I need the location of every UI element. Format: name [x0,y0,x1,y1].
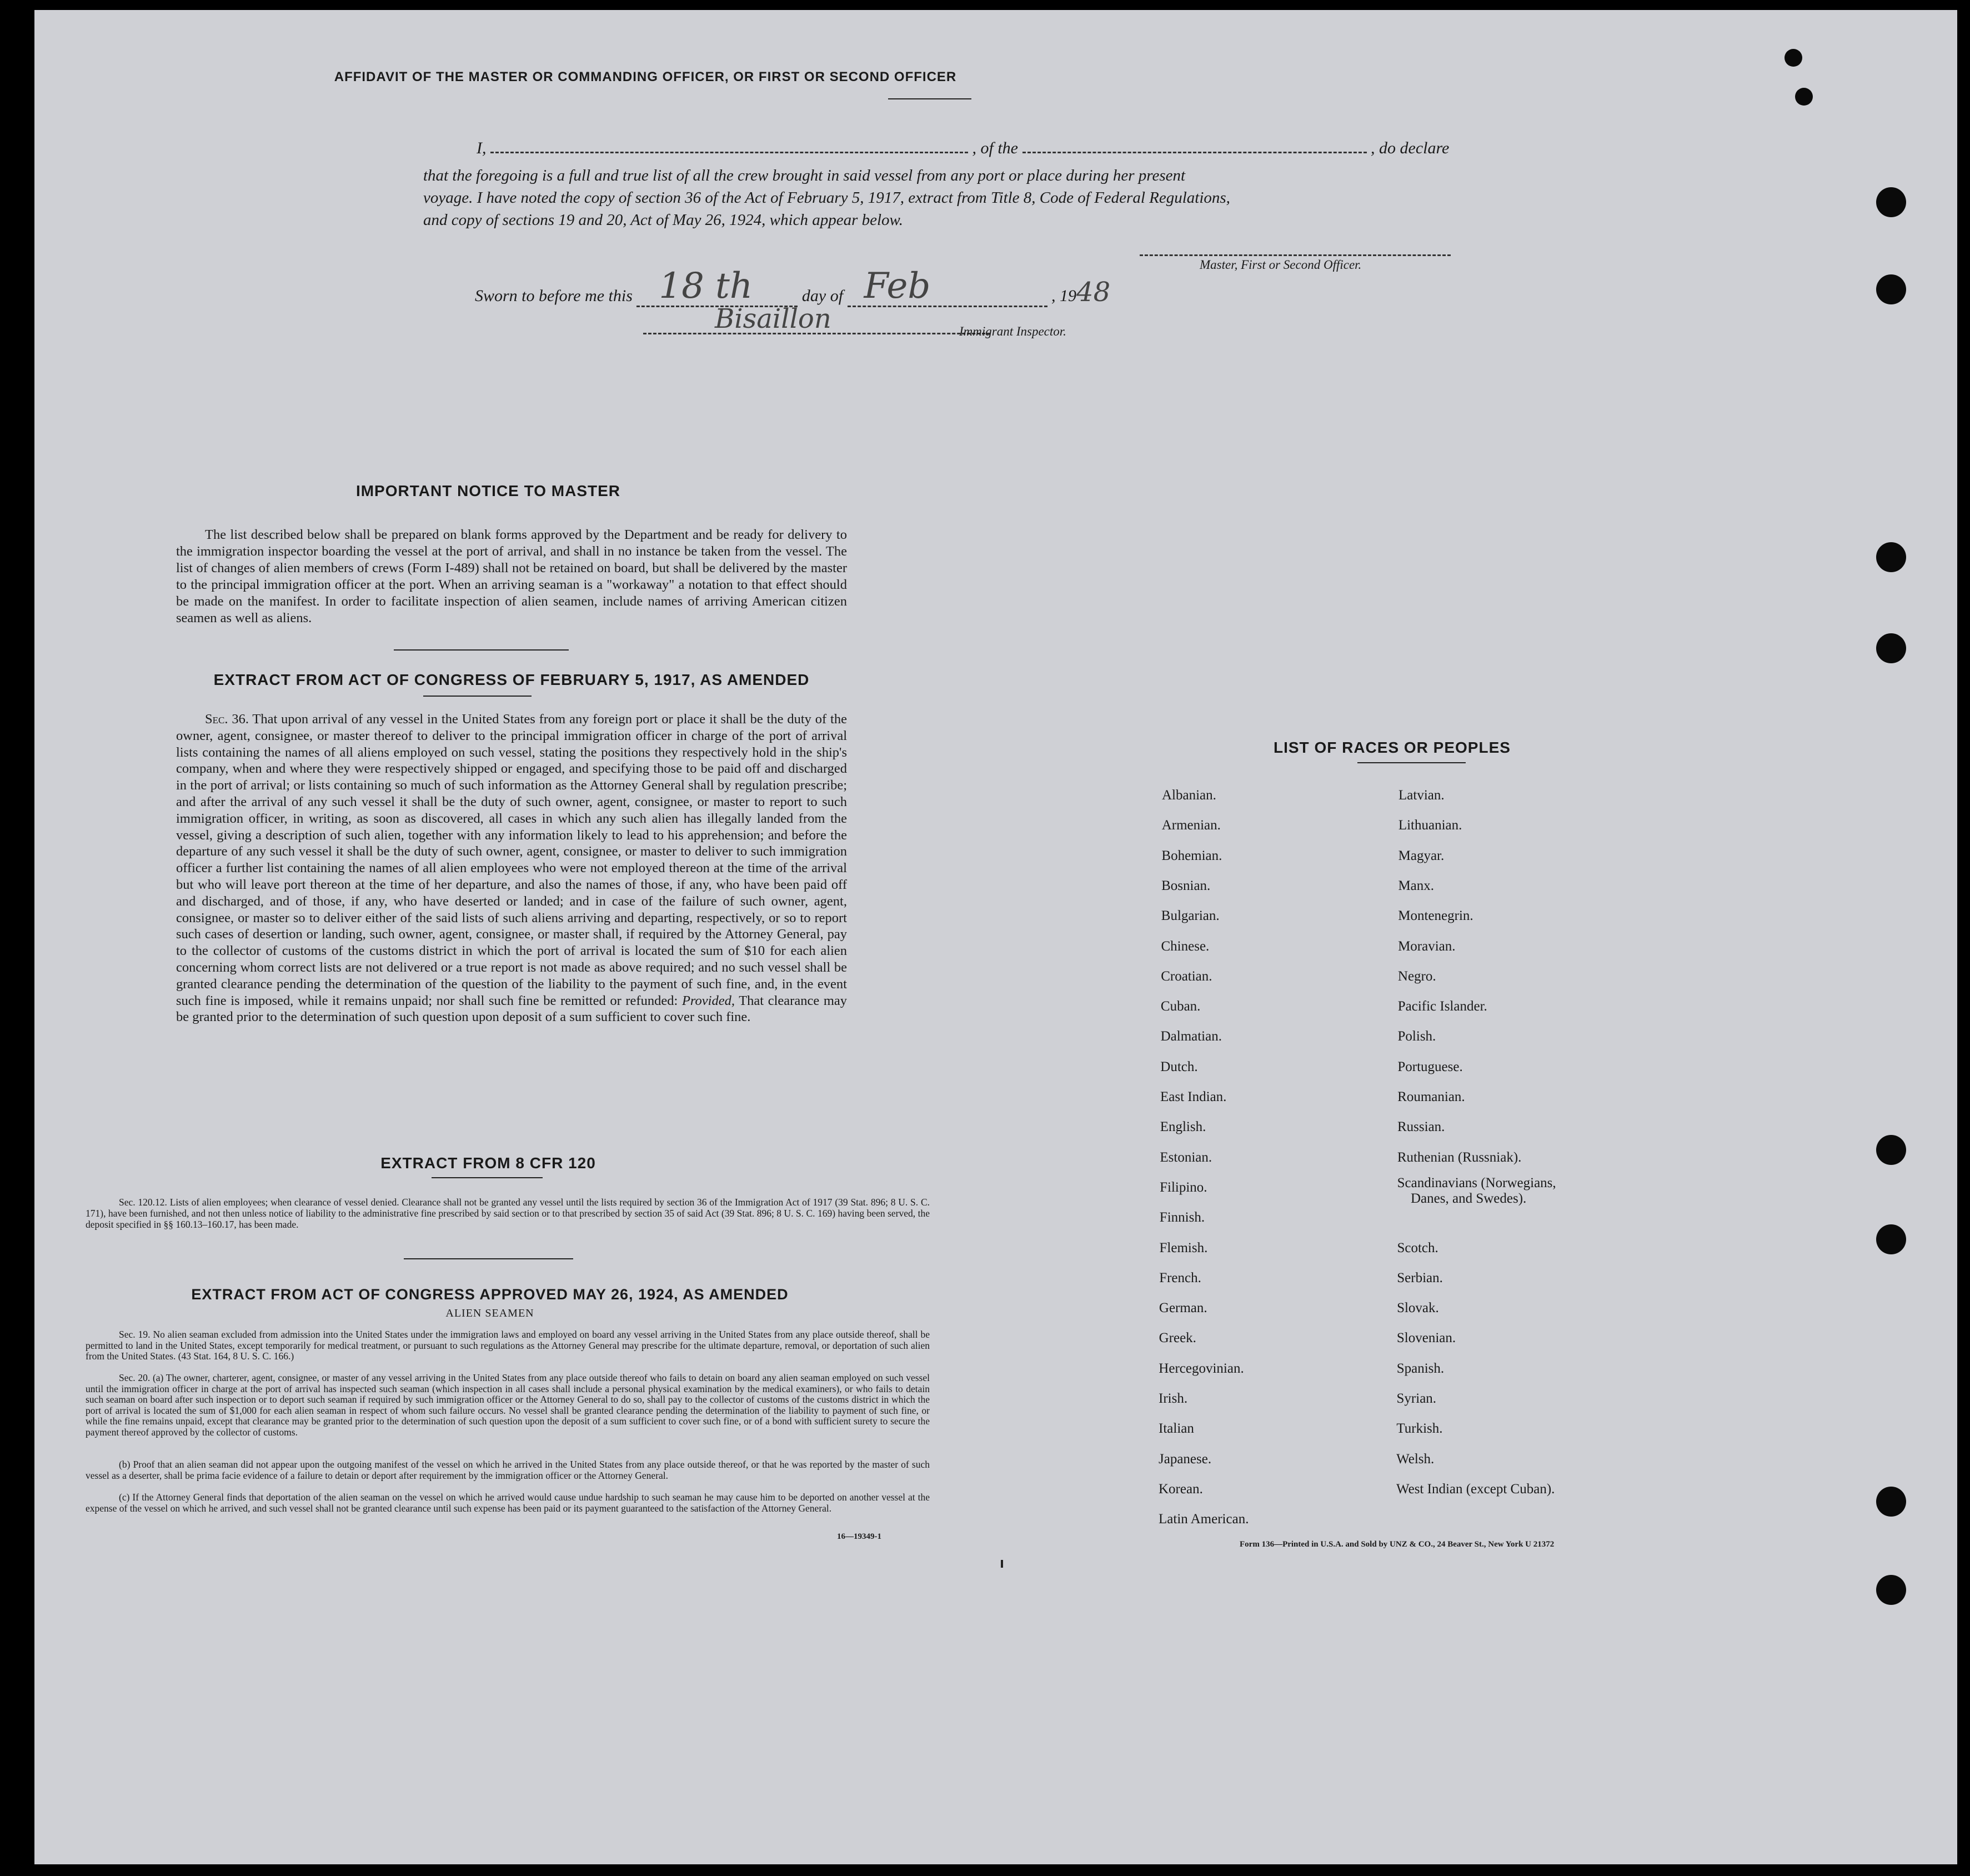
race-item: Pacific Islander. [1397,999,1487,1014]
form-printer-line: Form 136—Printed in U.S.A. and Sold by UNZ & CO., 24 Beaver St., New York U 21372 [1240,1540,1555,1549]
affidavit-line-1 [477,139,1515,158]
extract-1917-title: EXTRACT FROM ACT OF CONGRESS OF FEBRUARY 5, 1917, AS AMENDED [213,671,810,688]
sec-19-text: Sec. 19. No alien seaman excluded from admission into the United States under the immigration laws and employed on board any vessel arriving in the United States from any place outside thereof, shall be permitted to land in the United States, except temporarily for medical treatment, or pursuant to such regulations as the Attorney General may prescribe for the ultimate departure, removal, or deportation of such alien from the United States. (43 Stat. 164, 8 U. S. C. 166.) [86,1329,930,1362]
race-item: Scotch. [1397,1240,1438,1255]
cfr-body: Sec. 120.12. Lists of alien employees; when clearance of vessel denied. Clearance shall not be granted any vessel until the lists required by section 36 of the Immigration Act of 1917 (39 Stat. 896; 8 U. S. C. 171), have been furnished, and not then unless notice of liability to the administrative fine prescribed by said section or to that prescribed by section 35 of said Act (39 Stat. 896; 8 U. S. C. 169) having been served, the deposit specified in §§ 160.13–160.17, has been made. [86,1197,930,1230]
race-item: Bohemian. [1161,848,1222,863]
punch-hole [1876,1575,1906,1605]
race-item: French. [1159,1270,1201,1285]
punch-hole [1876,187,1906,217]
sec-36-text: That upon arrival of any vessel in the United States from any foreign port or place it shall be the duty of the owner, agent, consignee, or master thereof to deliver to the principal immigration officer in charge of the port of arrival lists containing the names of all aliens employed on such vessel, stating the positions they respectively hold in the ship's company, when and where they were respectively shipped or engaged, and specifying those to be paid off and discharged in the port of arrival; or lists containing so much of such information as the Attorney General shall by regulation prescribe; and after the arrival of any such vessel it shall be the duty of such owner, agent, consignee, or master to report to such immigration officer, in writing, as soon as discovered, all cases in which any such alien has illegally landed from the vessel, giving a description of such alien, together with any information likely to lead to his apprehension; and before the departure of any such vessel it shall be the duty of such owner, agent, consignee, or master to deliver to such immigration officer a further list containing the names of all alien employees who were not employed thereon at the time of the arrival but who will leave port thereon at the time of her departure, and also the names of those, if any, who have been paid off and discharged, and of those, if any, who have deserted or landed; and in case of the failure of such owner, agent, consignee, or master so to deliver either of the said lists of such aliens arriving and departing, respectively, or so to report such cases of desertion or landing, such owner, agent, consignee, or master shall, if required by the Attorney General, pay to the collector of customs of the customs district in which the port of arrival is located the sum of $10 for each alien concerning whom correct lists are not delivered or a true report is not made as above required; and no such vessel shall be granted clearance pending the determination of the question of the liability to the payment of such fine, and, in the event such fine is imposed, while it remains unpaid; nor shall such fine be remitted or refunded: [176,712,847,1008]
cfr-title: EXTRACT FROM 8 CFR 120 [380,1154,596,1172]
race-item: German. [1159,1300,1207,1316]
year-value: 48 [1076,277,1111,308]
race-item: Irish. [1159,1391,1188,1406]
race-item: Cuban. [1160,999,1201,1014]
race-item: Latin American. [1159,1512,1249,1527]
race-item: Syrian. [1396,1391,1437,1406]
race-item: Russian. [1397,1119,1445,1135]
punch-hole [1784,49,1802,67]
race-item: Japanese. [1159,1451,1212,1467]
race-item: Moravian. [1398,938,1456,954]
race-item: Manx. [1398,878,1435,893]
cfr-rule [432,1177,543,1178]
race-item: Polish. [1397,1029,1436,1044]
race-item: Turkish. [1396,1421,1443,1437]
i-label: I, [477,139,487,157]
month-value: Feb [864,266,931,307]
year-prefix: , 19 [1051,287,1077,305]
sec-20c-text: (c) If the Attorney General finds that deportation of the alien seaman on the vessel on which he arrived would cause undue hardship to such seaman he may cause him to be deported on another vessel at the expense of the vessel on which he arrived, and such vessel shall not be granted clearance until such expense has been paid or its payment guaranteed to the satisfaction of the Attorney General. [86,1492,930,1514]
race-item: West Indian (except Cuban). [1396,1481,1555,1497]
punch-hole [1876,542,1906,572]
title-rule [888,98,971,99]
race-item: Magyar. [1398,848,1445,863]
race-item: East Indian. [1160,1089,1227,1104]
punch-hole [1876,274,1906,304]
races-title: LIST OF RACES OR PEOPLES [1274,739,1511,756]
race-item: Croatian. [1161,968,1212,984]
race-item: Portuguese. [1397,1059,1463,1074]
affidavit-line-4: and copy of sections 19 and 20, Act of May 26, 1924, which appear below. [423,211,903,229]
scan-mark [1001,1560,1003,1568]
form-code: 16—19349-1 [837,1532,881,1541]
document-page [34,10,1957,1864]
race-item: Slovenian. [1396,1330,1456,1346]
race-item: Bulgarian. [1161,908,1220,924]
sworn-label: Sworn to before me this [475,287,633,305]
vessel-blank [1022,152,1367,153]
sec-36-label: Sec. 36. [205,712,249,727]
race-item: Dutch. [1160,1059,1198,1074]
punch-hole [1795,88,1813,106]
race-item: Chinese. [1161,938,1210,954]
master-signature-line [1140,254,1451,256]
race-item: Welsh. [1396,1451,1435,1467]
race-item: Serbian. [1397,1270,1443,1285]
do-declare-label: , do declare [1371,139,1450,157]
master-label: Master, First or Second Officer. [1200,258,1362,272]
punch-hole [1876,1224,1906,1254]
race-item: Filipino. [1160,1179,1207,1195]
race-item: Estonian. [1160,1149,1212,1165]
sec-20a-text: Sec. 20. (a) The owner, charterer, agent, consignee, or master of any vessel arriving in the United States from any place outside thereof who fails to detain on board any alien seaman employed on such vessel until the immigration officer in charge at the port of arrival has inspected such seaman (which inspection in all cases shall include a personal physical examination by the medical examiners), or who fails to detain such seaman on board after such inspection or to deport such seaman if required by such immigration officer or the Attorney General to do so, shall pay to the collector of customs of the customs district in which the port of arrival is located the sum of $1,000 for each alien seaman in respect of whom such failure occurs. No vessel shall be granted clearance pending the determination of the liability to payment of such fine, or while the fine remains unpaid, except that clearance may be granted prior to the determination of such question upon the deposit of a sum sufficient to cover such fine, or of a bond with sufficient surety to secure the payment thereof approved by the collector of customs. [86,1372,930,1438]
cfr-bottom-rule [404,1258,573,1259]
race-item: Spanish. [1396,1360,1445,1376]
race-item: Dalmatian. [1160,1029,1222,1044]
punch-hole [1876,1487,1906,1517]
affidavit-title: AFFIDAVIT OF THE MASTER OR COMMANDING OFFICER, OR FIRST OR SECOND OFFICER [334,69,957,84]
proviso-label: Provided, [681,993,735,1008]
race-item: Finnish. [1159,1210,1205,1225]
race-item: Slovak. [1397,1300,1439,1316]
affidavit-line-3: voyage. I have noted the copy of section 36 of the Act of February 5, 1917, extract from Title 8, Code of Federal Regulations, [423,189,1230,207]
inspector-label: Immigrant Inspector. [959,324,1066,338]
day-of-label: day of [801,287,844,305]
race-item: Bosnian. [1161,878,1211,893]
punch-hole [1876,1135,1906,1165]
race-item: Ruthenian (Russniak). [1397,1149,1522,1165]
race-item: Roumanian. [1397,1089,1465,1104]
sec-20b-text: (b) Proof that an alien seaman did not appear upon the outgoing manifest of the vessel on which he arrived in the United States from any place outside thereof, or that he was reported by the master of such vessel as a deserter, shall be prima facie evidence of a failure to detain or deport after requirement by the immigration officer or the Attorney General. [86,1459,930,1481]
month-field [848,266,1047,307]
race-item: English. [1160,1119,1206,1135]
affidavit-line-2: that the foregoing is a full and true list of all the crew brought in said vessel from any port or place during her present [423,167,1186,184]
race-item: Flemish. [1159,1240,1208,1255]
race-item: Italian [1159,1421,1194,1437]
races-rule [1357,762,1466,763]
extract-1917-body [176,711,847,1025]
race-item: Negro. [1397,968,1436,984]
race-item: Lithuanian. [1398,818,1462,833]
day-value: 18 th [659,266,753,307]
race-item: Korean. [1159,1481,1203,1497]
name-blank [490,152,968,153]
of-the-label: , of the [972,139,1018,157]
race-item: Armenian. [1161,818,1221,833]
notice-body: The list described below shall be prepared on blank forms approved by the Department and be ready for delivery to the immigration inspector boarding the vessel at the port of arrival, and shall in no instance be taken from the vessel. The list of changes of alien members of crews (Form I-489) shall not be retained on board, but shall be delivered by the master to the principal immigration officer at the port. When an arriving seaman is a "workaway" a notation to that effect should be made on the manifest. In order to facilitate inspection of alien seamen, include names of arriving American citizen seamen as well as aliens. [176,527,847,626]
extract-1924-subtitle: ALIEN SEAMEN [445,1307,534,1319]
notice-title: IMPORTANT NOTICE TO MASTER [355,482,621,499]
race-item: Montenegrin. [1398,908,1473,924]
race-item: Danes, and Swedes). [1411,1190,1527,1206]
race-item: Scandinavians (Norwegians, [1397,1175,1556,1190]
extract-1924-title: EXTRACT FROM ACT OF CONGRESS APPROVED MAY 26, 1924, AS AMENDED [191,1286,789,1303]
inspector-signature: Bisaillon [715,303,831,334]
race-item: Latvian. [1398,788,1445,803]
race-item: Hercegovinian. [1159,1360,1244,1376]
extract-1917-rule [423,696,532,697]
notice-rule [394,649,569,651]
race-item: Greek. [1159,1330,1196,1346]
proviso-text: That clearance may be granted prior to the determination of such question upon deposit of a sum sufficient to cover such fine. [176,993,848,1025]
race-item: Albanian. [1162,788,1216,803]
punch-hole [1876,633,1906,663]
